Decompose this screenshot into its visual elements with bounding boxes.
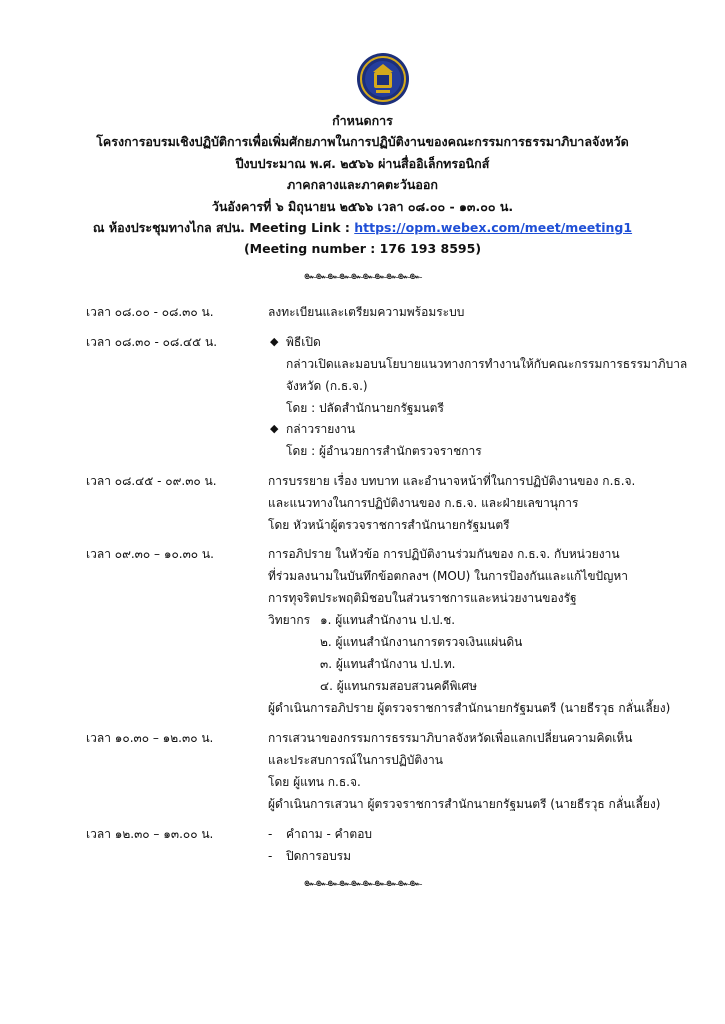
speaker-3: ๓. ผู้แทนสำนักงาน ป.ป.ท.: [320, 657, 456, 671]
slot-3-line1: การบรรยาย เรื่อง บทบาท และอำนาจหน้าที่ในการปฏิบัติงานของ ก.ธ.จ.: [268, 474, 636, 488]
dash-bullet: -: [268, 849, 273, 863]
speaker-2: ๒. ผู้แทนสำนักงานการตรวจเงินแผ่นดิน: [320, 635, 523, 649]
slot-2-item1-by: โดย : ปลัดสำนักนายกรัฐมนตรี: [286, 401, 444, 415]
diamond-bullet-icon: ◆: [270, 422, 279, 435]
dash-bullet: -: [268, 827, 273, 841]
slot-2-item1-line1: กล่าวเปิดและมอบนโยบายแนวทางการทำงานให้กับคณะกรรมการธรรมาภิบาล: [286, 357, 688, 371]
region: ภาคกลางและภาคตะวันออก: [286, 177, 438, 193]
speaker-1: ๑. ผู้แทนสำนักงาน ป.ป.ช.: [320, 613, 456, 627]
date-time: วันอังคารที่ ๖ มิถุนายน ๒๕๖๖ เวลา ๐๘.๐๐ - ๑๓.๐๐ น.: [211, 198, 514, 214]
header-title: กำหนดการ: [332, 113, 393, 128]
slot-2-item1-line2: จังหวัด (ก.ธ.จ.): [286, 379, 368, 393]
time-slot-2: เวลา ๐๘.๓๐ - ๐๘.๔๕ น.: [86, 335, 218, 349]
slot-5-line1: การเสวนาของกรรมการธรรมาภิบาลจังหวัดเพื่อแลกเปลี่ยนความคิดเห็น: [268, 731, 633, 745]
divider-bottom: ๛๛๛๛๛๛๛๛๛๛: [303, 876, 422, 889]
time-slot-6: เวลา ๑๒.๓๐ – ๑๓.๐๐ น.: [86, 827, 214, 841]
slot-6-item2: ปิดการอบรม: [286, 849, 352, 863]
venue-prefix: ณ ห้องประชุมทางไกล สปน. Meeting Link :: [92, 220, 355, 236]
slot-5-line3: โดย ผู้แทน ก.ธ.จ.: [268, 775, 361, 789]
meeting-link[interactable]: https://opm.webex.com/meet/meeting1: [354, 220, 633, 236]
fiscal-year: ปีงบประมาณ พ.ศ. ๒๕๖๖ ผ่านสื่ออิเล็กทรอนิกส์: [235, 155, 490, 171]
slot-4-line1: การอภิปราย ในหัวข้อ การปฏิบัติงานร่วมกันของ ก.ธ.จ. กับหน่วยงาน: [268, 547, 620, 561]
speakers-label: วิทยากร: [268, 613, 311, 627]
slot-2-item2-title: กล่าวรายงาน: [286, 422, 356, 436]
diamond-bullet-icon: ◆: [270, 335, 279, 348]
time-slot-3: เวลา ๐๘.๔๕ - ๐๙.๓๐ น.: [86, 474, 217, 488]
slot-3-line3: โดย หัวหน้าผู้ตรวจราชการสำนักนายกรัฐมนตรี: [268, 518, 510, 532]
time-slot-5: เวลา ๑๐.๓๐ – ๑๒.๓๐ น.: [86, 731, 214, 745]
meeting-number: (Meeting number : 176 193 8595): [243, 241, 482, 257]
time-slot-4: เวลา ๐๙.๓๐ – ๑๐.๓๐ น.: [86, 547, 214, 561]
slot-2-item1-title: พิธีเปิด: [286, 335, 321, 349]
slot-4-moderator: ผู้ดำเนินการอภิปราย ผู้ตรวจราชการสำนักนายกรัฐมนตรี (นายธีรวุธ กลั่นเลี้ยง): [268, 701, 671, 715]
slot-4-line3: การทุจริตประพฤติมิชอบในส่วนราชการและหน่วยงานของรัฐ: [268, 591, 577, 605]
time-slot-1: เวลา ๐๘.๐๐ - ๐๘.๓๐ น.: [86, 305, 214, 319]
slot-4-line2: ที่ร่วมลงนามในบันทึกข้อตกลงฯ (MOU) ในการป้องกันและแก้ไขปัญหา: [268, 569, 629, 583]
slot-5-line4: ผู้ดำเนินการเสวนา ผู้ตรวจราชการสำนักนายกรัฐมนตรี (นายธีรวุธ กลั่นเลี้ยง): [268, 797, 661, 811]
speaker-4: ๔. ผู้แทนกรมสอบสวนคดีพิเศษ: [320, 679, 477, 693]
slot-1-text: ลงทะเบียนและเตรียมความพร้อมระบบ: [268, 305, 465, 319]
slot-6-item1: คำถาม - คำตอบ: [286, 827, 373, 841]
project-name: โครงการอบรมเชิงปฏิบัติการเพื่อเพิ่มศักยภาพในการปฏิบัติงานของคณะกรรมการธรรมาภิบาลจังหวัด: [96, 134, 629, 150]
slot-2-item2-by: โดย : ผู้อำนวยการสำนักตรวจราชการ: [286, 444, 482, 458]
slot-3-line2: และแนวทางในการปฏิบัติงานของ ก.ธ.จ. และฝ่ายเลขานุการ: [268, 496, 579, 510]
divider-top: ๛๛๛๛๛๛๛๛๛๛: [303, 269, 422, 282]
slot-5-line2: และประสบการณ์ในการปฏิบัติงาน: [268, 753, 443, 767]
